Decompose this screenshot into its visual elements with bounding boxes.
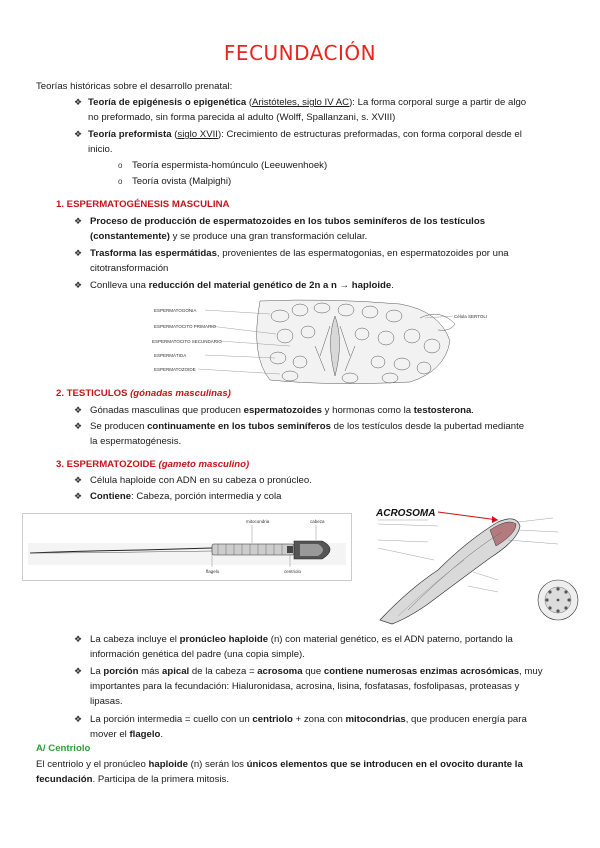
section-3-bullet-2: Contiene: Cabeza, porción intermedia y cola: [90, 491, 282, 502]
fig-label-espermatida: ESPERMÁTIDA: [154, 353, 187, 358]
centriole-mark: [287, 546, 293, 553]
sperm-diagram: [22, 513, 352, 581]
section-2-heading: 2. TESTICULOS (gónadas masculinas): [56, 388, 231, 399]
page-title: FECUNDACIÓN: [223, 41, 377, 65]
spermatogenesis-figure: [150, 296, 488, 386]
subtheory-ovista: Teoría ovista (Malpighi): [132, 176, 232, 187]
section-3-bullet-4: La porción más apical de la cabeza = acrosoma que contiene numerosas enzimas acrosómicas, muy importantes para la fecundación: Hialuronidasa, acrosina, lisina, fosfatasas, fosfolipasas, proteasas y lipasas.: [90, 666, 543, 707]
sperm-midpiece: [212, 544, 294, 555]
theory-epigenesis: Teoría de epigénesis o epigenética (Aristóteles, siglo IV AC): La forma corporal surge a partir de algo no preformado, sin forma parecida al adulto (Wolff, Spallanzani, s. XVIII): [88, 97, 527, 123]
centriolo-paragraph: El centriolo y el pronúcleo haploide (n) serán los únicos elementos que se introducen en el ovocito durante la fecundación. Participa de la primera mitosis.: [36, 759, 523, 785]
section-1-bullet-1: Proceso de producción de espermatozoides en los tubos seminíferos de los testículos (constantemente) y se produce una gran transformación celular.: [90, 216, 486, 242]
fig-label-espermatozoide: ESPERMATOZOIDE: [154, 367, 196, 372]
acrosoma-label: ACROSOMA: [376, 508, 436, 519]
section-2-bullet-1: Gónadas masculinas que producen espermatozoides y hormonas como la testosterona.: [90, 405, 474, 416]
fig-label-espermatocito-secundario: ESPERMATOCITO SECUNDARIO: [152, 339, 222, 344]
bullet-diamond-icon: ❖: [74, 216, 83, 226]
fig-label-espermatogonia: ESPERMATOGONIA: [154, 308, 197, 313]
sperm-label-centriolo: centriolo: [284, 569, 302, 574]
bullet-diamond-icon: ❖: [74, 280, 83, 290]
bullet-circle-icon: o: [118, 161, 123, 170]
bullet-diamond-icon: ❖: [74, 129, 83, 139]
centriolo-heading: A/ Centriolo: [36, 743, 91, 754]
sperm-label-flagelo: flagelo: [206, 569, 220, 574]
sperm-label-mitocondria: mitocondria: [246, 519, 270, 524]
bullet-diamond-icon: ❖: [74, 421, 83, 431]
section-1-bullet-3: Conlleva una reducción del material genético de 2n a n → haploide.: [90, 280, 394, 291]
section-3-heading: 3. ESPERMATOZOIDE (gameto masculino): [56, 459, 250, 470]
acrosome-diagram: [368, 500, 586, 626]
bullet-diamond-icon: ❖: [74, 634, 83, 644]
section-3-bullet-1: Célula haploide con ADN en su cabeza o pronúcleo.: [90, 475, 312, 486]
section-1-heading: 1. ESPERMATOGÉNESIS MASCULINA: [56, 199, 230, 210]
section-1-bullet-2: Trasforma las espermátidas, provenientes de las espermatogonias, en espermatozoides por una citotransformación: [90, 248, 509, 274]
bullet-diamond-icon: ❖: [74, 666, 83, 676]
intro-text: Teorías históricas sobre el desarrollo prenatal:: [36, 81, 233, 92]
bullet-diamond-icon: ❖: [74, 405, 83, 415]
sperm-label-cabeza: cabeza: [310, 519, 325, 524]
section-3-bullet-3: La cabeza incluye el pronúcleo haploide (n) con material genético, es el ADN paterno, portando la información genética del padre (una copia simple).: [90, 634, 513, 660]
subtheory-espermista: Teoría espermista-homúnculo (Leeuwenhoek): [132, 160, 328, 171]
bullet-diamond-icon: ❖: [74, 248, 83, 258]
fig-label-espermatocito-primario: ESPERMATOCITO PRIMARIO: [154, 324, 217, 329]
bullet-diamond-icon: ❖: [74, 714, 83, 724]
section-2-bullet-2: Se producen continuamente en los tubos seminíferos de los testículos desde la pubertad mediante la espermatogénesis.: [90, 421, 525, 447]
theory-preformista: Teoría preformista (siglo XVII): Crecimiento de estructuras preformadas, con forma corporal desde el inicio.: [88, 129, 522, 155]
bullet-diamond-icon: ❖: [74, 491, 83, 501]
seminiferous-tissue: [257, 300, 455, 384]
fig-label-sertoli: Célula SERTOLI: [454, 314, 488, 319]
bullet-circle-icon: o: [118, 177, 123, 186]
bullet-diamond-icon: ❖: [74, 97, 83, 107]
section-3-bullet-5: La porción intermedia = cuello con un centriolo + zona con mitocondrias, que producen energía para mover el flagelo.: [90, 714, 527, 740]
bullet-diamond-icon: ❖: [74, 475, 83, 485]
